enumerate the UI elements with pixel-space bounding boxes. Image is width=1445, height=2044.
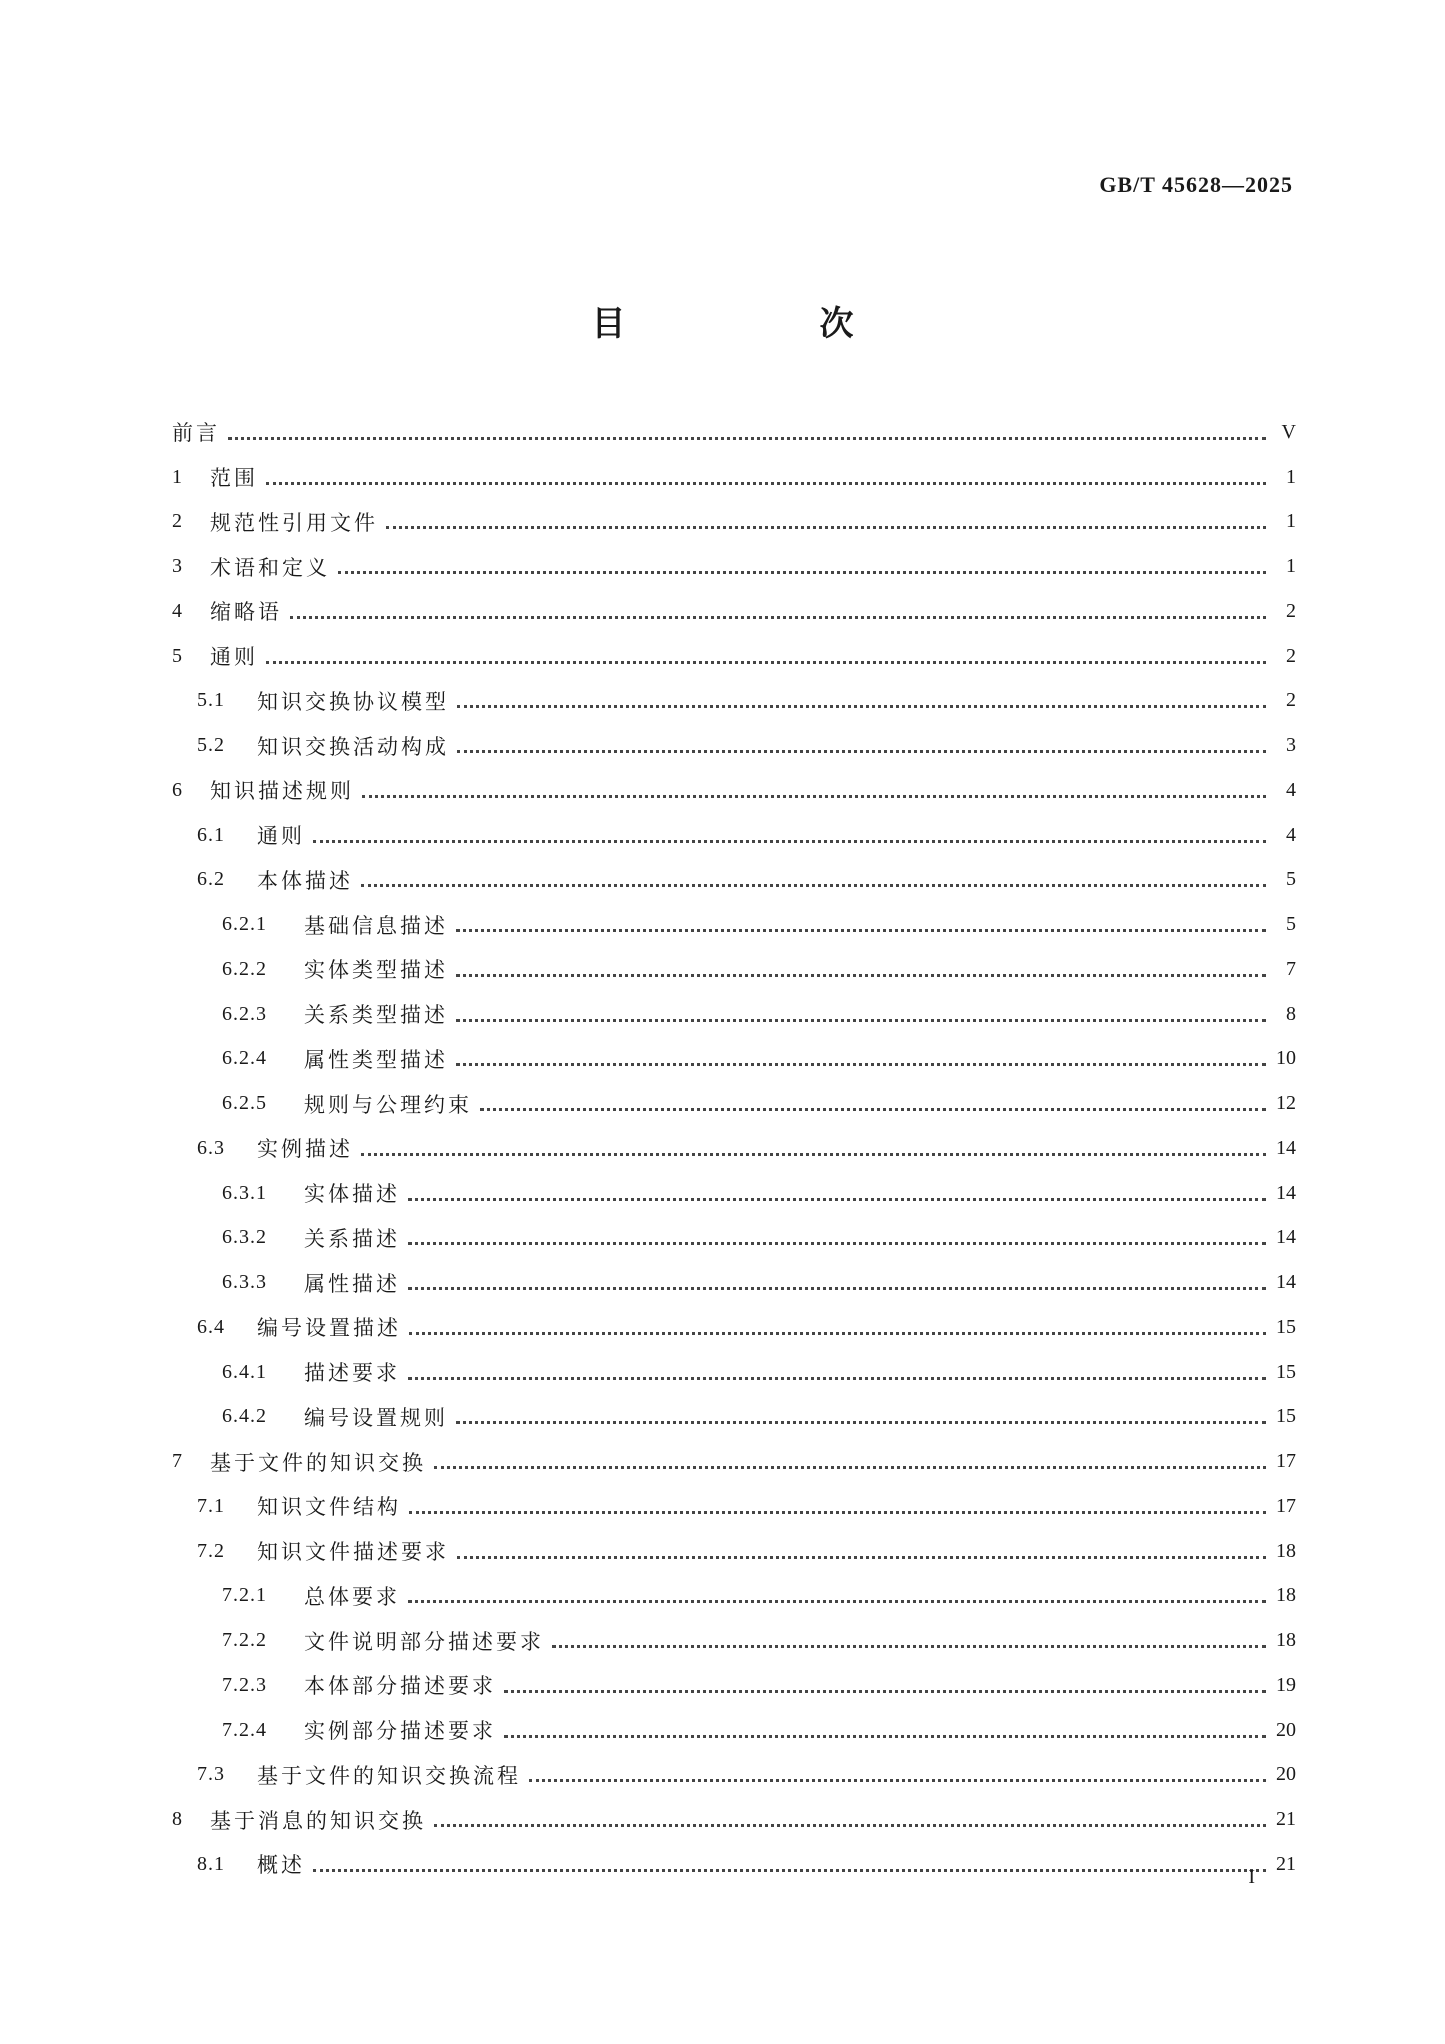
toc-entry-title: 编号设置规则 bbox=[304, 1405, 448, 1430]
toc-entry-number: 7.2.3 bbox=[222, 1673, 267, 1696]
toc-entry[interactable] bbox=[172, 858, 1296, 903]
toc-leader-dots bbox=[456, 1401, 1266, 1424]
toc-entry-number: 6.3.1 bbox=[222, 1181, 267, 1204]
toc-entry-title: 缩略语 bbox=[210, 600, 282, 625]
toc-leader-dots bbox=[361, 1133, 1266, 1156]
toc-entry-page: 18 bbox=[1276, 1629, 1296, 1652]
toc-entry[interactable] bbox=[172, 1395, 1296, 1440]
toc-entry-page: 14 bbox=[1276, 1226, 1296, 1249]
toc-leader-dots bbox=[408, 1580, 1266, 1603]
toc-entry-page: 14 bbox=[1276, 1136, 1296, 1159]
toc-leader-dots bbox=[266, 462, 1266, 485]
toc-entry[interactable] bbox=[172, 1842, 1296, 1887]
toc-entry[interactable] bbox=[172, 1260, 1296, 1305]
toc-entry-number: 3 bbox=[172, 555, 183, 578]
toc-entry-page: 15 bbox=[1276, 1315, 1296, 1338]
toc-entry[interactable] bbox=[172, 813, 1296, 858]
toc-leader-dots bbox=[457, 730, 1266, 753]
toc-entry-title: 总体要求 bbox=[304, 1584, 400, 1609]
toc-leader-dots bbox=[313, 1849, 1266, 1872]
toc-entry-title: 基于消息的知识交换 bbox=[210, 1808, 426, 1833]
toc-entry-title: 基于文件的知识交换流程 bbox=[257, 1763, 521, 1788]
toc-entry-number: 6 bbox=[172, 778, 183, 801]
toc-entry-title: 范围 bbox=[210, 466, 258, 491]
toc-entry-page: 15 bbox=[1276, 1405, 1296, 1428]
toc-leader-dots bbox=[338, 551, 1266, 574]
toc-entry-title: 本体描述 bbox=[257, 868, 353, 893]
toc-entry-title: 描述要求 bbox=[304, 1361, 400, 1386]
toc-leader-dots bbox=[456, 1043, 1266, 1066]
toc-entry[interactable] bbox=[172, 410, 1296, 455]
toc-entry-number: 7.2.2 bbox=[222, 1629, 267, 1652]
toc-leader-dots bbox=[552, 1625, 1266, 1648]
toc-entry-number: 6.3 bbox=[197, 1136, 225, 1159]
toc-entry-number: 7.3 bbox=[197, 1763, 225, 1786]
toc-leader-dots bbox=[266, 641, 1266, 664]
toc-leader-dots bbox=[290, 596, 1266, 619]
toc-entry-number: 8 bbox=[172, 1808, 183, 1831]
toc-entry[interactable] bbox=[172, 1171, 1296, 1216]
toc-entry-number: 6.3.2 bbox=[222, 1226, 267, 1249]
toc-entry-title: 属性描述 bbox=[304, 1271, 400, 1296]
toc-entry[interactable] bbox=[172, 1216, 1296, 1261]
toc-entry-page: 12 bbox=[1276, 1092, 1296, 1115]
toc-leader-dots bbox=[456, 954, 1266, 977]
toc-entry-page: 7 bbox=[1286, 957, 1296, 980]
toc-leader-dots bbox=[480, 1088, 1266, 1111]
toc-entry[interactable] bbox=[172, 1350, 1296, 1395]
toc-entry[interactable] bbox=[172, 679, 1296, 724]
toc-entry-page: 18 bbox=[1276, 1539, 1296, 1562]
toc-entry[interactable] bbox=[172, 1753, 1296, 1798]
toc-entry[interactable] bbox=[172, 1708, 1296, 1753]
toc-leader-dots bbox=[362, 775, 1266, 798]
toc-entry[interactable] bbox=[172, 1529, 1296, 1574]
toc-leader-dots bbox=[434, 1446, 1266, 1469]
toc-entry-page: 14 bbox=[1276, 1271, 1296, 1294]
toc-leader-dots bbox=[457, 1536, 1266, 1559]
toc-leader-dots bbox=[529, 1759, 1266, 1782]
toc-entry-number: 4 bbox=[172, 599, 183, 622]
toc-entry-page: 5 bbox=[1286, 913, 1296, 936]
toc-entry-page: 20 bbox=[1276, 1763, 1296, 1786]
toc-entry-number: 7.2 bbox=[197, 1539, 225, 1562]
toc-entry-number: 6.4 bbox=[197, 1315, 225, 1338]
toc-entry-title: 概述 bbox=[257, 1853, 305, 1878]
toc-entry[interactable] bbox=[172, 455, 1296, 500]
standard-code: GB/T 45628—2025 bbox=[1099, 172, 1293, 197]
toc-entry-page: 20 bbox=[1276, 1718, 1296, 1741]
toc-entry-number: 6.2.1 bbox=[222, 913, 267, 936]
toc-leader-dots bbox=[408, 1267, 1266, 1290]
toc-entry-title: 文件说明部分描述要求 bbox=[304, 1629, 544, 1654]
toc-entry-page: 21 bbox=[1276, 1808, 1296, 1831]
toc-entry-title: 知识文件描述要求 bbox=[257, 1540, 449, 1565]
toc-entry[interactable] bbox=[172, 1618, 1296, 1663]
toc-entry-title: 规范性引用文件 bbox=[210, 510, 378, 535]
toc-leader-dots bbox=[456, 909, 1266, 932]
toc-entry-number: 7.1 bbox=[197, 1494, 225, 1517]
toc-entry[interactable] bbox=[172, 1037, 1296, 1082]
toc-leader-dots bbox=[386, 506, 1266, 529]
toc-entry-page: 14 bbox=[1276, 1181, 1296, 1204]
toc-entry-title: 通则 bbox=[210, 645, 258, 670]
toc-entry[interactable] bbox=[172, 1081, 1296, 1126]
toc-entry-number: 2 bbox=[172, 510, 183, 533]
toc-leader-dots bbox=[409, 1312, 1266, 1335]
toc-entry-number: 7.2.4 bbox=[222, 1718, 267, 1741]
page-title: 目 次 bbox=[591, 304, 934, 344]
toc-entry-page: 15 bbox=[1276, 1360, 1296, 1383]
toc-leader-dots bbox=[361, 864, 1266, 887]
toc-leader-dots bbox=[408, 1178, 1266, 1201]
page-number: I bbox=[1248, 1866, 1255, 1888]
toc-entry-title: 属性类型描述 bbox=[304, 1047, 448, 1072]
toc-entry-page: 17 bbox=[1276, 1450, 1296, 1473]
toc-leader-dots bbox=[408, 1357, 1266, 1380]
toc-entry-number: 6.4.1 bbox=[222, 1360, 267, 1383]
toc-entry-number: 8.1 bbox=[197, 1852, 225, 1875]
toc-entry-number: 6.2.3 bbox=[222, 1002, 267, 1025]
toc-entry[interactable] bbox=[172, 992, 1296, 1037]
toc-entry-page: 8 bbox=[1286, 1002, 1296, 1025]
toc-entry[interactable] bbox=[172, 1126, 1296, 1171]
toc-entry[interactable] bbox=[172, 634, 1296, 679]
toc-entry-title: 实例部分描述要求 bbox=[304, 1719, 496, 1744]
toc-leader-dots bbox=[504, 1715, 1266, 1738]
toc-leader-dots bbox=[504, 1670, 1266, 1693]
toc-entry-number: 5 bbox=[172, 644, 183, 667]
toc-entry-page: 10 bbox=[1276, 1047, 1296, 1070]
toc-entry-number: 6.1 bbox=[197, 823, 225, 846]
toc-entry-page: 17 bbox=[1276, 1494, 1296, 1517]
toc-entry-page: 21 bbox=[1276, 1852, 1296, 1875]
toc-entry-page: 18 bbox=[1276, 1584, 1296, 1607]
toc-entry[interactable] bbox=[172, 544, 1296, 589]
toc-entry-title: 关系描述 bbox=[304, 1226, 400, 1251]
toc-leader-dots bbox=[456, 999, 1266, 1022]
toc-entry-title: 本体部分描述要求 bbox=[304, 1674, 496, 1699]
toc-entry-number: 6.4.2 bbox=[222, 1405, 267, 1428]
toc-entry[interactable] bbox=[172, 947, 1296, 992]
toc-entry-title: 关系类型描述 bbox=[304, 1003, 448, 1028]
toc-leader-dots bbox=[409, 1491, 1266, 1514]
toc-entry[interactable] bbox=[172, 768, 1296, 813]
toc-leader-dots bbox=[434, 1804, 1266, 1827]
toc-entry-page: 4 bbox=[1286, 778, 1296, 801]
toc-entry-page: V bbox=[1281, 420, 1296, 443]
toc-entry-title: 通则 bbox=[257, 824, 305, 849]
toc-entry-number: 6.3.3 bbox=[222, 1271, 267, 1294]
toc-entry-number: 1 bbox=[172, 465, 183, 488]
toc-entry[interactable] bbox=[172, 1439, 1296, 1484]
toc-entry-page: 4 bbox=[1286, 823, 1296, 846]
toc-entry-title: 编号设置描述 bbox=[257, 1316, 401, 1341]
toc-leader-dots bbox=[228, 417, 1266, 440]
toc-entry[interactable] bbox=[172, 1574, 1296, 1619]
toc-entry-title: 规则与公理约束 bbox=[304, 1092, 472, 1117]
toc-entry-title: 基础信息描述 bbox=[304, 913, 448, 938]
toc-entry[interactable] bbox=[172, 1663, 1296, 1708]
toc-entry-page: 1 bbox=[1286, 555, 1296, 578]
toc-entry-page: 1 bbox=[1286, 510, 1296, 533]
toc-entry-title: 知识交换协议模型 bbox=[257, 689, 449, 714]
toc-entry-page: 5 bbox=[1286, 868, 1296, 891]
toc-entry-title: 术语和定义 bbox=[210, 555, 330, 580]
toc-entry-page: 2 bbox=[1286, 689, 1296, 712]
toc-entry-number: 5.1 bbox=[197, 689, 225, 712]
toc-entry[interactable] bbox=[172, 589, 1296, 634]
toc-entry-title: 知识描述规则 bbox=[210, 779, 354, 804]
toc-entry[interactable] bbox=[172, 1797, 1296, 1842]
toc-entry-page: 2 bbox=[1286, 599, 1296, 622]
toc-entry-page: 2 bbox=[1286, 644, 1296, 667]
toc-entry[interactable] bbox=[172, 1484, 1296, 1529]
toc-entry-title: 知识交换活动构成 bbox=[257, 734, 449, 759]
toc-entry-number: 5.2 bbox=[197, 734, 225, 757]
toc-entry-title: 知识文件结构 bbox=[257, 1495, 401, 1520]
toc-entry-number: 6.2.5 bbox=[222, 1092, 267, 1115]
toc-entry-number: 6.2.2 bbox=[222, 957, 267, 980]
toc-entry-number: 6.2 bbox=[197, 868, 225, 891]
toc-leader-dots bbox=[313, 820, 1266, 843]
toc-entry-title: 实例描述 bbox=[257, 1137, 353, 1162]
toc-entry-title: 基于文件的知识交换 bbox=[210, 1450, 426, 1475]
toc-entry-title: 实体描述 bbox=[304, 1182, 400, 1207]
toc-entry[interactable] bbox=[172, 902, 1296, 947]
toc-leader-dots bbox=[457, 685, 1266, 708]
table-of-contents bbox=[172, 410, 1296, 1887]
toc-entry-title: 实体类型描述 bbox=[304, 958, 448, 983]
toc-entry[interactable] bbox=[172, 1305, 1296, 1350]
toc-entry-number: 7.2.1 bbox=[222, 1584, 267, 1607]
toc-entry-number: 6.2.4 bbox=[222, 1047, 267, 1070]
toc-entry-number: 7 bbox=[172, 1450, 183, 1473]
toc-entry-title: 前言 bbox=[172, 421, 220, 446]
toc-leader-dots bbox=[408, 1222, 1266, 1245]
toc-entry[interactable] bbox=[172, 723, 1296, 768]
toc-entry-page: 3 bbox=[1286, 734, 1296, 757]
toc-entry[interactable] bbox=[172, 500, 1296, 545]
toc-entry-page: 1 bbox=[1286, 465, 1296, 488]
toc-entry-page: 19 bbox=[1276, 1673, 1296, 1696]
